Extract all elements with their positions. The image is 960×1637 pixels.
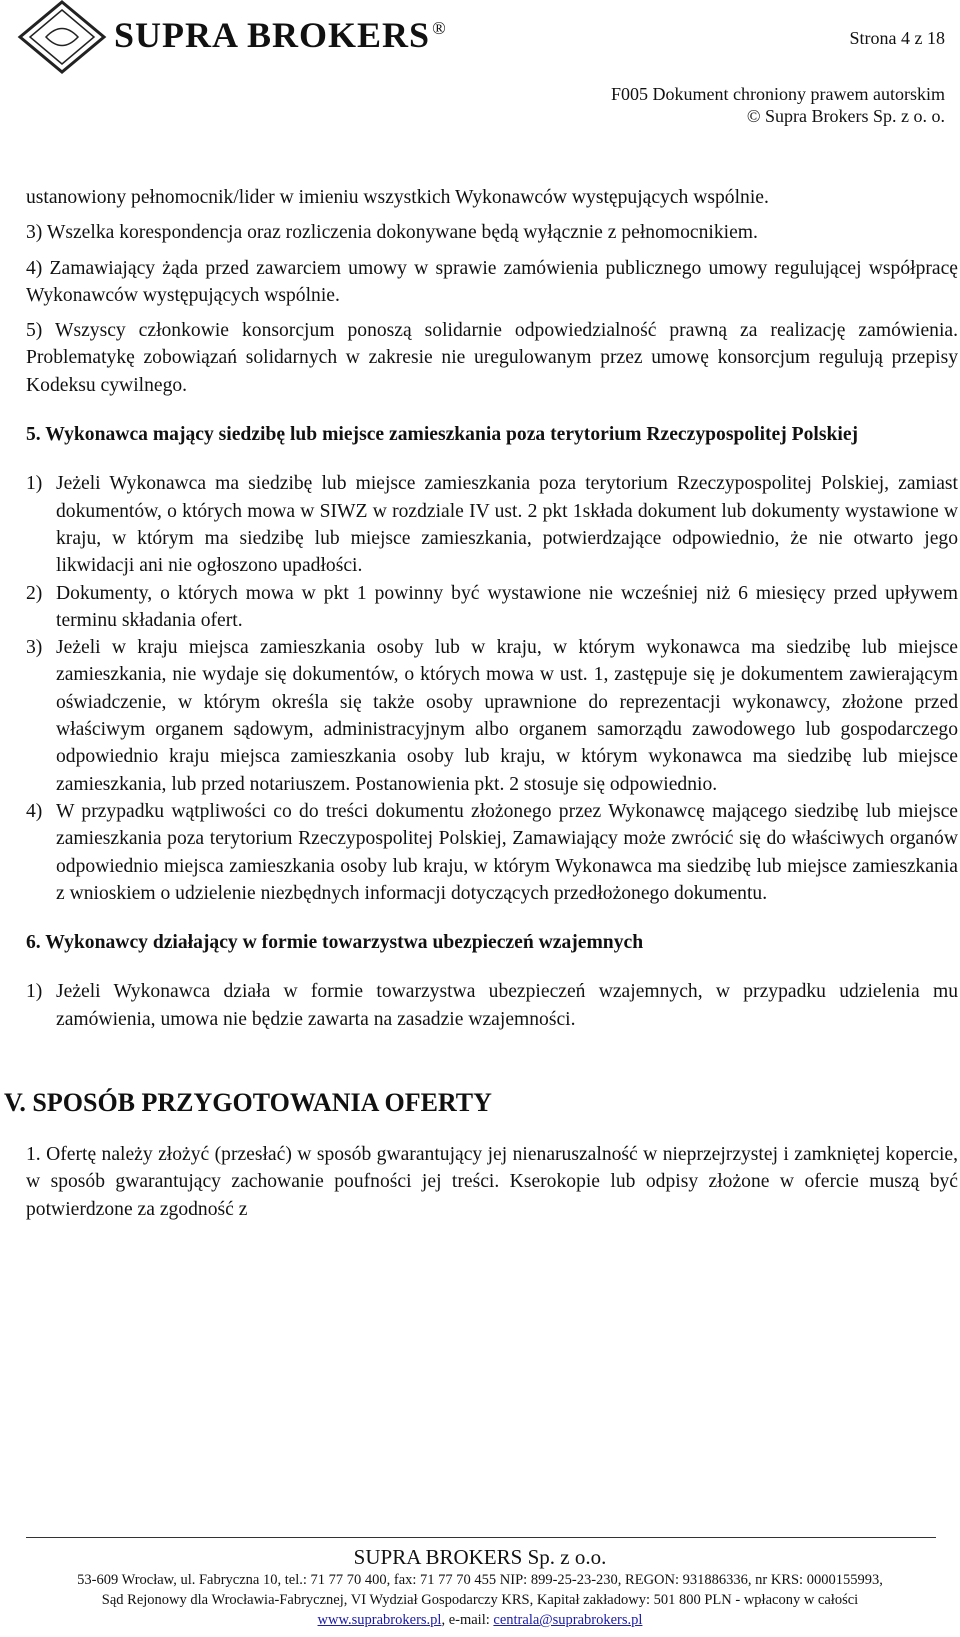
diamond-logo-icon [16,0,108,74]
paragraph-point-3: 3) Wszelka korespondencja oraz rozliczenia dokonywane będą wyłącznie z pełnomocnikiem. [26,222,758,244]
paragraph-continuation: ustanowiony pełnomocnik/lider w imieniu wszystkich Wykonawców występujących wspólnie. [26,187,769,208]
list-item-number: 2) [26,582,43,604]
list-item [26,634,958,798]
section-5-heading: 5. Wykonawca mający siedzibę lub miejsce zamieszkania poza terytorium Rzeczypospolitej Polskiej [26,424,859,446]
logo-text: SUPRA BROKERS ® [114,15,447,55]
list-item-number: 4) [26,800,43,822]
footer-company-name: SUPRA BROKERS Sp. z o.o. [353,1545,607,1569]
paragraph-point-5: 5) Wszyscy członkowie konsorcjum ponoszą solidarnie odpowiedzialność prawną za realizację zamówienia. Problematykę zobowiązań solidarnych w zakresie nie uregulowanym przez umowę konsorcjum regulują przepisy Kodeksu cywilnego. [26,320,958,396]
page-footer [0,1544,960,1630]
registered-mark: ® [432,18,447,38]
website-link[interactable]: www.suprabrokers.pl [317,1612,442,1628]
paragraph-point-4: 4) Zamawiający żąda przed zawarciem umowy w sprawie zamówienia publicznego umowy regulującej współpracę Wykonawców występujących wspólnie. [26,257,958,306]
company-logo [16,0,456,74]
copyright-owner: © Supra Brokers Sp. z o. o. [746,106,945,126]
list-item-text: Jeżeli Wykonawca działa w formie towarzystwa ubezpieczeń wzajemnych, w przypadku udzielenia mu zamówienia, umowa nie będzie zawarta na zasadzie wzajemności. [56,981,958,1030]
footer-contact [0,1610,960,1630]
copyright-notice: F005 Dokument chroniony prawem autorskim [611,84,945,104]
chapter-v-paragraph-1: 1. Ofertę należy złożyć (przesłać) w sposób gwarantujący jej nienaruszalność w nieprzejrzystej i zamkniętej kopercie, w sposób gwarantujący zachowanie poufności jej treści. Kserokopie lub odpisy złożone w ofercie muszą być potwierdzone za zgodność z [26,1144,958,1220]
email-link[interactable]: centrala@suprabrokers.pl [493,1612,643,1628]
list-item-text: Dokumenty, o których mowa w pkt 1 powinny być wystawione nie wcześniej niż 6 miesięcy przed upływem terminu składania ofert. [56,582,958,631]
list-item-number: 3) [26,637,43,659]
section-6-heading: 6. Wykonawcy działający w formie towarzystwa ubezpieczeń wzajemnych [26,932,644,954]
list-item [26,798,958,907]
list-item-text: Jeżeli w kraju miejsca zamieszkania osoby lub w kraju, w którym wykonawca ma siedzibę lub miejsce zamieszkania, nie wydaje się dokumentów, o których mowa w ust. 1, zastępuje się je dokumentem zawierającym oświadczenie, w którym określa się także osoby uprawnione do reprezentacji wykonawcy, złożone przed właściwym organem sądowym, administracyjnym albo organem samorządu zawodowego lub gospodarczego odpowiednio kraju miejsca zamieszkania osoby lub kraju, w którym wykonawca ma siedzibę lub miejsce zamieszkania, lub przed notariuszem. Postanowienia pkt. 2 stosuje się odpowiednio. [56,637,958,795]
list-item [26,580,958,635]
list-item-text: Jeżeli Wykonawca ma siedzibę lub miejsce zamieszkania poza terytorium Rzeczypospolitej Polskiej, zamiast dokumentów, o których mowa w SIWZ w rozdziale IV ust. 2 pkt 1składa dokument lub dokumenty wystawione w kraju, w którym ma siedzibę lub miejsce zamieszkania, potwierdzające odpowiednio, że nie otwarto jego likwidacji ani nie ogłoszono upadłości. [56,473,958,577]
list-item-number: 1) [26,981,43,1003]
chapter-v-heading: V. SPOSÓB PRZYGOTOWANIA OFERTY [4,1088,492,1118]
footer-address: 53-609 Wrocław, ul. Fabryczna 10, tel.: 71 77 70 400, fax: 71 77 70 455 NIP: 899-25-23-230, REGON: 931886336, nr KRS: 0000155993, [77,1572,883,1588]
list-item-number: 1) [26,473,43,495]
document-body [4,184,958,1223]
list-item [26,470,958,579]
list-item [26,978,958,1033]
footer-registry: Sąd Rejonowy dla Wrocławia-Fabrycznej, VI Wydział Gospodarczy KRS, Kapitał zakładowy: 501 800 PLN - wpłacony w całości [101,1592,859,1608]
page-number: Strona 4 z 18 [849,28,945,48]
list-item-text: W przypadku wątpliwości co do treści dokumentu złożonego przez Wykonawcę mającego siedzibę lub miejsce zamieszkania poza terytorium Rzeczypospolitej Polskiej, Zamawiający może zwrócić się do właściwych organów odpowiednio miejsca zamieszkania osoby lub kraju, w którym Wykonawca ma siedzibę lub miejsce zamieszkania z wnioskiem o udzielenie niezbędnych informacji dotyczących przedłożonego dokumentu. [56,800,958,904]
footer-divider [26,1537,936,1538]
email-label: , e-mail: [441,1612,494,1628]
page-header [0,0,960,140]
